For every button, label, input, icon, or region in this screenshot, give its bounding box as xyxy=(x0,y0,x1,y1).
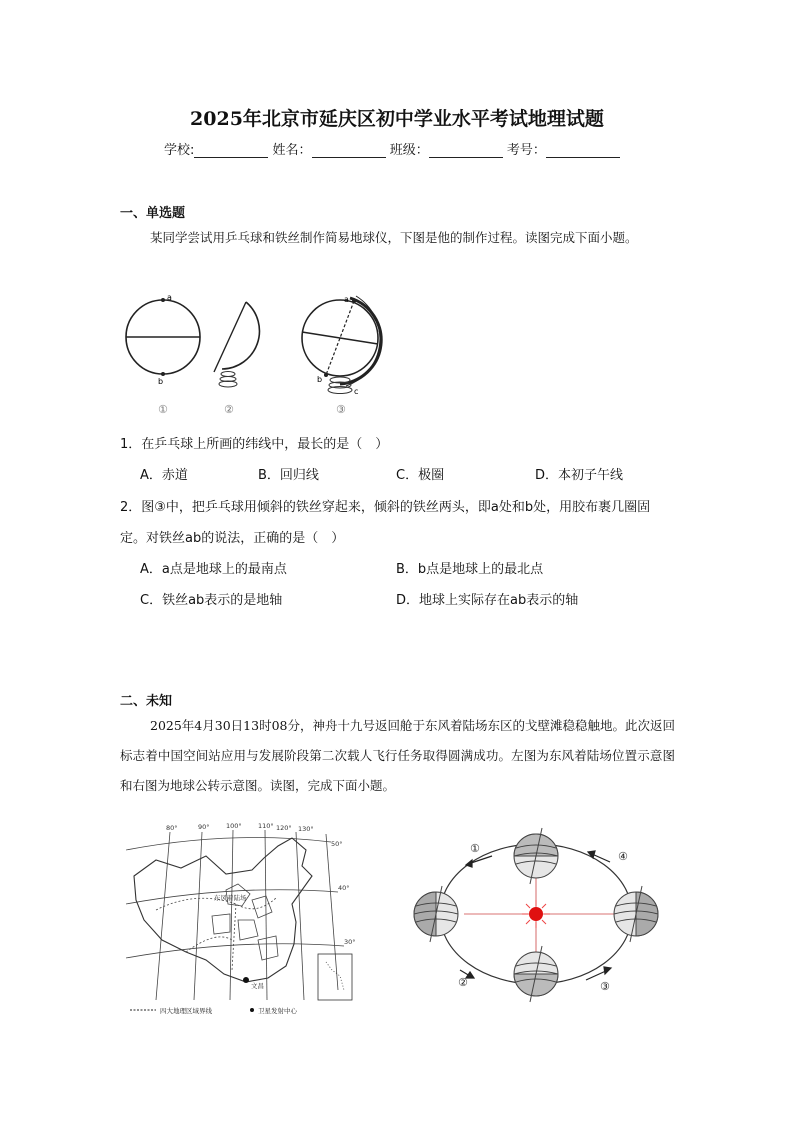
class-field[interactable] xyxy=(429,143,503,158)
section2-intro: 2025年4月30日13时08分，神舟十九号返回舱于东风着陆场东区的戈壁滩稳稳触地。此次返回标志着中国空间站应用与发展阶段第二次载人飞行任务取得圆满成功。左图为东风着陆场位置示意图和右图为地球公转示意图。读图，完成下面小题。 xyxy=(120,718,675,793)
earth-left-icon xyxy=(414,886,458,942)
question-2 xyxy=(120,492,676,616)
question-1 xyxy=(120,429,676,491)
number-field[interactable] xyxy=(546,143,620,158)
q2-option-c[interactable]: C．铁丝ab表示的是地轴 xyxy=(140,593,283,608)
orbit-label-2: ② xyxy=(458,976,468,989)
label-c-3: c xyxy=(354,387,359,396)
school-field[interactable] xyxy=(194,143,268,158)
map-lon-120: 120° xyxy=(276,824,292,832)
map-lon-90: 90° xyxy=(198,823,210,831)
q1-option-c[interactable]: C．极圈 xyxy=(396,468,445,483)
earth-orbit-diagram xyxy=(404,820,674,1010)
student-info-line xyxy=(164,139,620,158)
q1-option-b[interactable]: B．回归线 xyxy=(258,468,319,483)
label-a-1: a xyxy=(167,293,172,302)
section-heading-unknown: 二、未知 xyxy=(120,694,173,709)
orbit-label-4: ④ xyxy=(618,850,628,863)
step-label-1: ① xyxy=(158,403,168,416)
map-place-landing: 东风着陆场 xyxy=(214,894,247,902)
figure-step-3 xyxy=(302,295,381,416)
page-title: 2025年北京市延庆区初中学业水平考试地理试题 xyxy=(190,108,604,130)
map-lat-30: 30° xyxy=(344,938,356,946)
map-lon-110: 110° xyxy=(258,822,274,830)
figure-step-1 xyxy=(126,293,200,416)
q1-option-a[interactable]: A．赤道 xyxy=(140,468,188,483)
earth-bottom-icon xyxy=(514,946,558,1002)
label-b-1: b xyxy=(158,377,164,386)
question-1-stem: 1．在乒乓球上所画的纬线中，最长的是（ ） xyxy=(120,437,389,452)
earth-top-icon xyxy=(514,828,558,884)
section-heading-single-choice: 一、单选题 xyxy=(120,206,186,221)
question-2-stem: 2．图③中，把乒乓球用倾斜的铁丝穿起来，倾斜的铁丝两头，即a处和b处，用胶布裹几圈固定。对铁丝ab的说法，正确的是（ ） xyxy=(120,500,651,546)
map-lat-40: 40° xyxy=(338,884,350,892)
map-lon-80: 80° xyxy=(166,824,178,832)
orbit-label-1: ① xyxy=(470,842,480,855)
class-label: 班级： xyxy=(389,143,429,158)
figure-step-2 xyxy=(214,302,259,416)
step-label-3: ③ xyxy=(336,403,346,416)
number-label: 考号： xyxy=(506,143,546,158)
sun-icon xyxy=(529,907,543,921)
map-legend-boundary: 四大地理区域界线 xyxy=(160,1007,212,1015)
q2-option-a[interactable]: A．a点是地球上的最南点 xyxy=(140,562,287,577)
map-lat-50: 50° xyxy=(331,840,343,848)
name-field[interactable] xyxy=(312,143,386,158)
q1-option-d[interactable]: D．本初子午线 xyxy=(535,468,624,483)
q2-option-b[interactable]: B．b点是地球上的最北点 xyxy=(396,562,544,577)
step-label-2: ② xyxy=(224,403,234,416)
globe-making-figure xyxy=(118,292,398,418)
q2-option-d[interactable]: D．地球上实际存在ab表示的轴 xyxy=(396,593,579,608)
school-label: 学校: xyxy=(164,143,195,158)
map-lon-100: 100° xyxy=(226,822,242,830)
landing-site-map xyxy=(126,820,362,1020)
orbit-label-3: ③ xyxy=(600,980,610,993)
name-label: 姓名： xyxy=(272,143,312,158)
map-legend-center: 卫星发射中心 xyxy=(258,1007,297,1015)
map-place-wenchang: 文昌 xyxy=(251,982,264,990)
section1-intro: 某同学尝试用乒乓球和铁丝制作简易地球仪，下图是他的制作过程。读图完成下面小题。 xyxy=(150,230,638,245)
label-a-3: a xyxy=(344,295,349,304)
label-b-3: b xyxy=(317,375,323,384)
map-lon-130: 130° xyxy=(298,825,314,833)
earth-right-icon xyxy=(614,886,658,942)
